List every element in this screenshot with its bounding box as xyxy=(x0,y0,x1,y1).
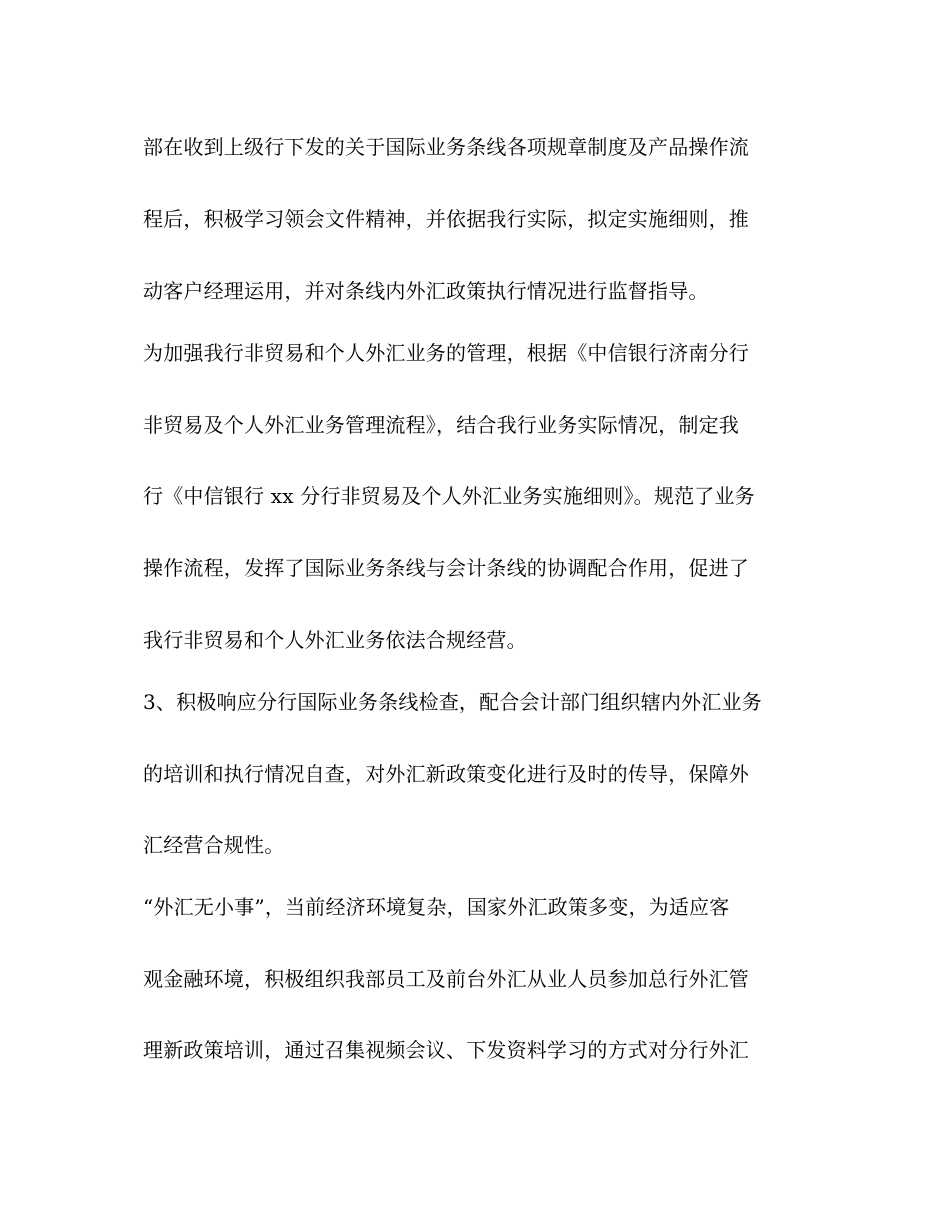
text-line: 部在收到上级行下发的关于国际业务条线各项规章制度及产品操作流 xyxy=(143,135,749,159)
text-line: 我行非贸易和个人外汇业务依法合规经营。 xyxy=(143,628,527,652)
text-line: 行《中信银行 xx 分行非贸易及个人外汇业务实施细则》。规范了业务 xyxy=(143,484,755,508)
text-line: 操作流程，发挥了国际业务条线与会计条线的协调配合作用，促进了 xyxy=(143,556,749,580)
text-line: 观金融环境，积极组织我部员工及前台外汇从业人员参加总行外汇管 xyxy=(143,967,749,991)
text-line: “外汇无小事”，当前经济环境复杂，国家外汇政策多变，为适应客 xyxy=(143,895,730,919)
text-line: 的培训和执行情况自查，对外汇新政策变化进行及时的传导，保障外 xyxy=(143,762,749,786)
text-line: 3、积极响应分行国际业务条线检查，配合会计部门组织辖内外汇业务 xyxy=(143,690,762,714)
text-line: 程后，积极学习领会文件精神，并依据我行实际，拟定实施细则，推 xyxy=(143,207,749,231)
text-line: 非贸易及个人外汇业务管理流程》，结合我行业务实际情况，制定我 xyxy=(143,413,739,437)
text-line: 动客户经理运用，并对条线内外汇政策执行情况进行监督指导。 xyxy=(143,279,709,303)
text-line: 理新政策培训，通过召集视频会议、下发资料学习的方式对分行外汇 xyxy=(143,1038,749,1062)
text-line: 汇经营合规性。 xyxy=(143,833,285,857)
text-line: 为加强我行非贸易和个人外汇业务的管理，根据《中信银行济南分行 xyxy=(143,341,749,365)
